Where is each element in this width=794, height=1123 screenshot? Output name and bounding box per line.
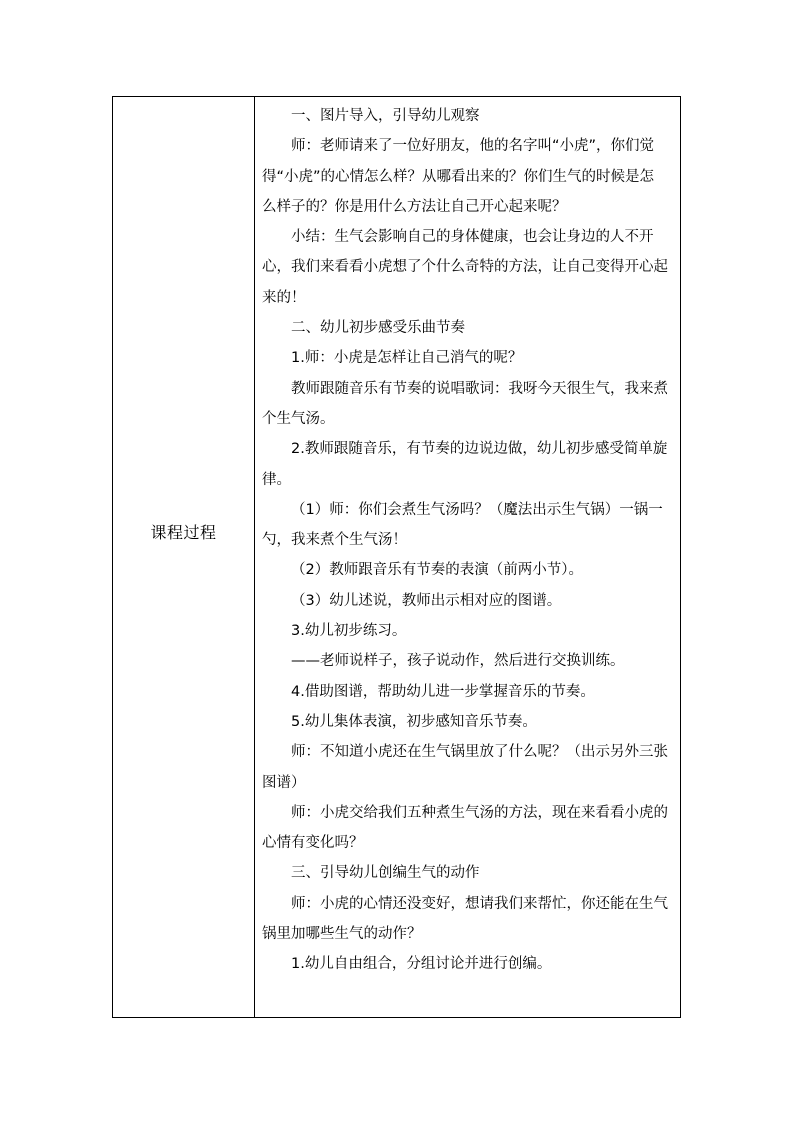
paragraph: 1.幼儿自由组合，分组讨论并进行创编。: [291, 956, 552, 973]
paragraph: 5.幼儿集体表演，初步感知音乐节奏。: [291, 713, 537, 730]
paragraph: 师：小虎交给我们五种煮生气汤的方法，现在来看看小虎的心情有变化吗？: [262, 804, 668, 852]
section-heading-3: 三、引导幼儿创编生气的动作: [291, 865, 480, 882]
paragraph: 师：老师请来了一位好朋友，他的名字叫“小虎”，你们觉得“小虎”的心情怎么样？从哪看出来的？你们生气的时候是怎么样子的？你是用什么方法让自己开心起来呢？: [262, 138, 655, 215]
paragraph: （3）幼儿述说，教师出示相对应的图谱。: [291, 592, 562, 609]
paragraph: 3.幼儿初步练习。: [291, 623, 407, 640]
paragraph: 小结：生气会影响自己的身体健康，也会让身边的人不开心，我们来看看小虎想了个什么奇特的方法，让自己变得开心起来的！: [262, 229, 668, 306]
row-label-cell: [113, 97, 255, 1017]
paragraph: ——老师说样子，孩子说动作，然后进行交换训练。: [291, 653, 625, 670]
paragraph: 师：小虎的心情还没变好，想请我们来帮忙，你还能在生气锅里加哪些生气的动作？: [262, 895, 668, 943]
lesson-plan-table: [112, 96, 681, 1018]
paragraph: （2）教师跟音乐有节奏的表演（前两小节）。: [291, 562, 583, 579]
content-cell: [255, 97, 680, 1017]
section-heading-1: 一、图片导入，引导幼儿观察: [291, 108, 480, 124]
row-label: 课程过程: [150, 523, 217, 542]
paragraph: （1）师：你们会煮生气汤吗？（魔法出示生气锅）一锅一勺，我来煮个生气汤！: [262, 501, 663, 549]
paragraph: 师：不知道小虎还在生气锅里放了什么呢？（出示另外三张图谱）: [262, 744, 668, 791]
paragraph: 教师跟随音乐有节奏的说唱歌词：我呀今天很生气，我来煮个生气汤。: [262, 380, 668, 427]
paragraph: 1.师：小虎是怎样让自己消气的呢？: [291, 350, 523, 367]
paragraph: 4.借助图谱，帮助幼儿进一步掌握音乐的节奏。: [291, 683, 595, 700]
section-heading-2: 二、幼儿初步感受乐曲节奏: [291, 320, 465, 337]
paragraph: 2.教师跟随音乐，有节奏的边说边做，幼儿初步感受简单旋律。: [262, 441, 668, 488]
